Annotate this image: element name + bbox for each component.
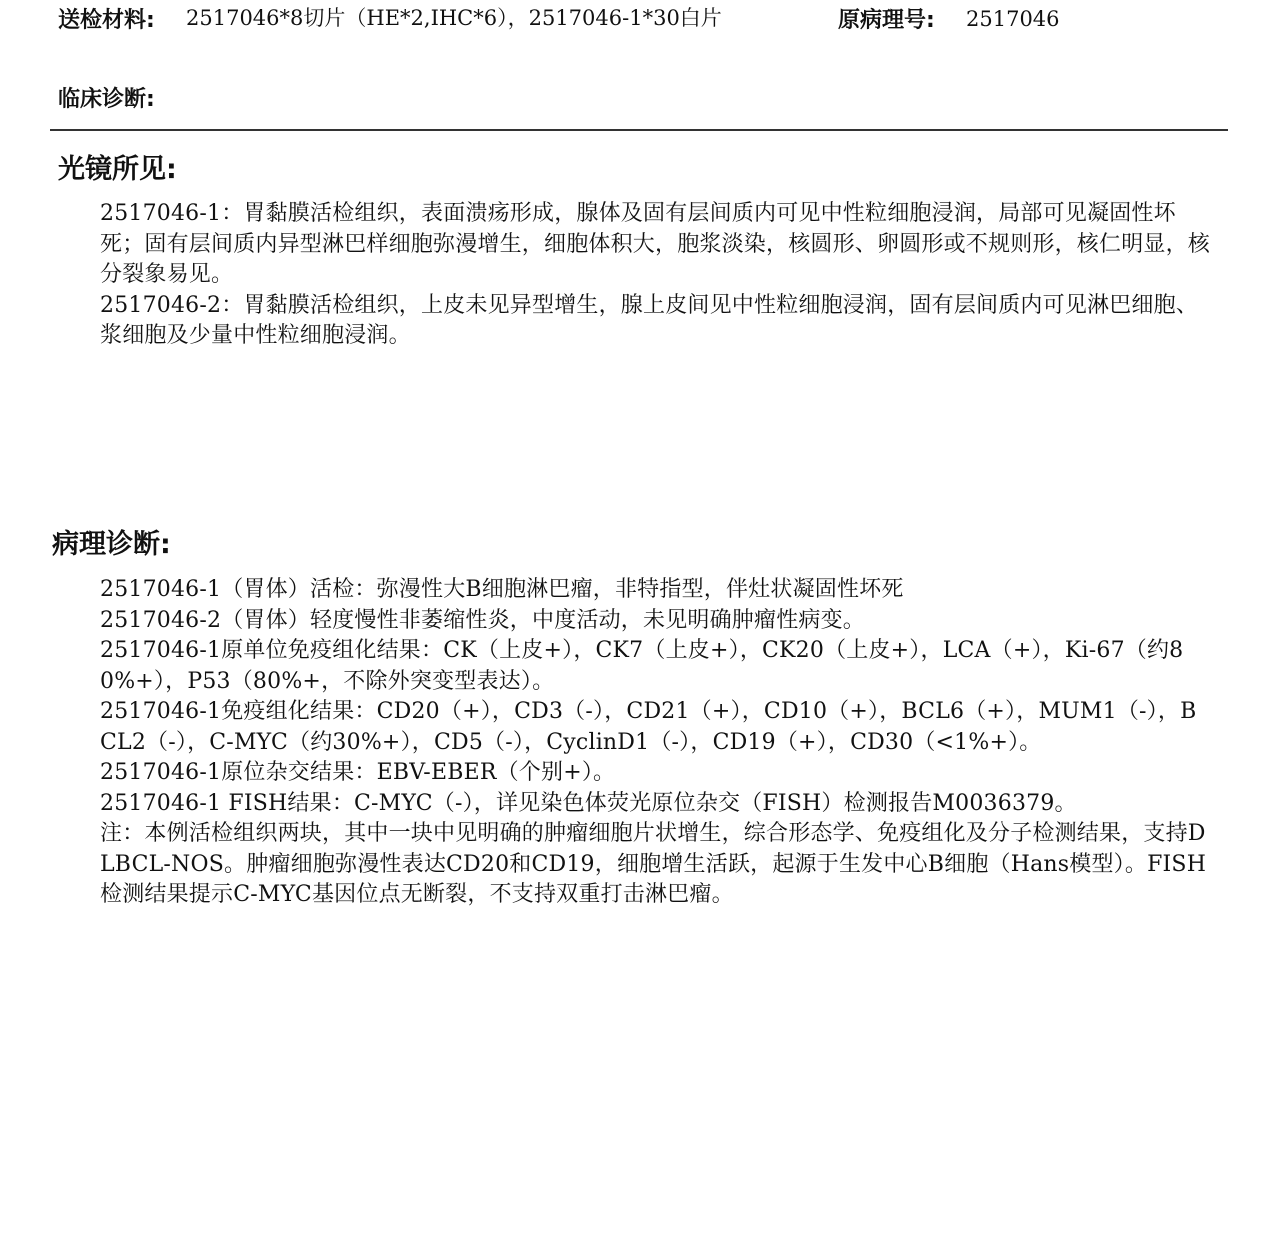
microscopy-paragraph-2: 2517046-2：胃黏膜活检组织，上皮未见异型增生，腺上皮间见中性粒细胞浸润，固有层间质内可见淋巴细胞、浆细胞及少量中性粒细胞浸润。: [100, 292, 1199, 348]
diagnosis-paragraph-4: 2517046-1免疫组化结果：CD20（+），CD3（-），CD21（+），CD10（+），BCL6（+），MUM1（-），BCL2（-），C-MYC（约30%+），CD5（-），CyclinD1（-），CD19（+），CD30（<1%+）。: [100, 699, 1197, 755]
diagnosis-paragraph-5: 2517046-1原位杂交结果：EBV-EBER（个别+）。: [100, 760, 616, 785]
specimen-label: 送检材料:: [58, 8, 155, 33]
diagnosis-heading: 病理诊断:: [52, 529, 171, 560]
diagnosis-section: [100, 575, 1212, 911]
diagnosis-paragraph-1: 2517046-1（胃体）活检：弥漫性大B细胞淋巴瘤，非特指型，伴灶状凝固性坏死: [100, 577, 904, 602]
specimen-value: 2517046*8切片（HE*2,IHC*6），2517046-1*30白片: [186, 6, 722, 30]
pathology-number-label: 原病理号:: [838, 8, 935, 33]
clinical-diagnosis-label: 临床诊断:: [58, 87, 155, 112]
diagnosis-paragraph-2: 2517046-2（胃体）轻度慢性非萎缩性炎，中度活动，未见明确肿瘤性病变。: [100, 607, 866, 633]
diagnosis-paragraph-3: 2517046-1原单位免疫组化结果：CK（上皮+），CK7（上皮+），CK20（上皮+），LCA（+），Ki-67（约80%+），P53（80%+，不除外突变型表达）。: [100, 638, 1184, 694]
diagnosis-paragraph-7: 注：本例活检组织两块，其中一块中见明确的肿瘤细胞片状增生，综合形态学、免疫组化及分子检测结果，支持DLBCL-NOS。肿瘤细胞弥漫性表达CD20和CD19，细胞增生活跃，起源于生发中心B细胞（Hans模型）。FISH检测结果提示C-MYC基因位点无断裂，不支持双重打击淋巴瘤。: [100, 821, 1207, 907]
diagnosis-paragraph-6: 2517046-1 FISH结果：C-MYC（-），详见染色体荧光原位杂交（FISH）检测报告M0036379。: [100, 790, 1077, 816]
microscopy-section: [100, 199, 1212, 352]
microscopy-heading: 光镜所见:: [58, 154, 177, 185]
microscopy-paragraph-1: 2517046-1：胃黏膜活检组织，表面溃疡形成，腺体及固有层间质内可见中性粒细胞浸润，局部可见凝固性坏死；固有层间质内异型淋巴样细胞弥漫增生，细胞体积大，胞浆淡染，核圆形、卵圆形或不规则形，核仁明显，核分裂象易见。: [100, 201, 1211, 287]
pathology-number-value: 2517046: [966, 7, 1060, 31]
header-divider: [50, 129, 1228, 131]
